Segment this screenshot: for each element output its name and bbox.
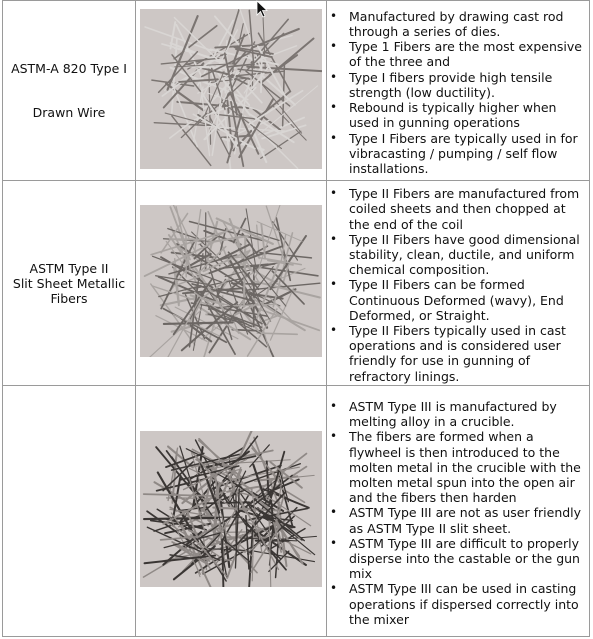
list-item: • Type II Fibers typically used in cast operations and is considered user friendly for use in gunning of refractory linings. xyxy=(349,323,585,384)
table-row xyxy=(3,386,590,637)
fiber-photo-cell xyxy=(136,386,327,637)
fiber-name-line: Fibers xyxy=(50,290,88,306)
description-list xyxy=(327,5,589,176)
fiber-photo-cell xyxy=(136,181,327,386)
list-item: • ASTM Type III are difficult to properly disperse into the castable or the gun mix xyxy=(349,536,585,582)
description-list xyxy=(327,395,589,627)
mouse-cursor-icon xyxy=(256,0,268,22)
fiber-name-cell xyxy=(3,181,136,386)
list-item: • The fibers are formed when a flywheel is then introduced to the molten metal in the crucible with the molten metal spun into the open air and the fibers then harden xyxy=(349,429,585,505)
melt-extract-fibers-photo xyxy=(140,431,322,587)
list-item: • Type II Fibers can be formed Continuous Deformed (wavy), End Deformed, or Straight. xyxy=(349,277,585,323)
list-item: • ASTM Type III are not as user friendly as ASTM Type II slit sheet. xyxy=(349,505,585,535)
list-item: • ASTM Type III can be used in casting operations if dispersed correctly into the mixer xyxy=(349,581,585,627)
list-item: • Type II Fibers are manufactured from coiled sheets and then chopped at the end of the coil xyxy=(349,186,585,232)
fiber-name-line: ASTM-A 820 Type I xyxy=(11,61,127,76)
fiber-description-cell xyxy=(327,1,590,181)
drawn-wire-fibers-photo xyxy=(140,9,322,169)
table-row xyxy=(3,181,590,386)
fiber-name-cell xyxy=(3,386,136,637)
table-row xyxy=(3,1,590,181)
list-item: • Type I fibers provide high tensile strength (low ductility). xyxy=(349,70,585,100)
fiber-photo-cell xyxy=(136,1,327,181)
fiber-name-cell xyxy=(3,1,136,181)
fiber-description-cell xyxy=(327,386,590,637)
list-item: • Type II Fibers have good dimensional stability, clean, ductile, and uniform chemical composition. xyxy=(349,232,585,278)
list-item: • Type I Fibers are typically used in for vibracasting / pumping / self flow installations. xyxy=(349,131,585,177)
fiber-types-table xyxy=(2,0,590,637)
list-item: • ASTM Type III is manufactured by melting alloy in a crucible. xyxy=(349,399,585,429)
slit-sheet-fibers-photo xyxy=(140,205,322,357)
fiber-name-line: Drawn Wire xyxy=(32,105,106,120)
fiber-description-cell xyxy=(327,181,590,386)
list-item: • Rebound is typically higher when used in gunning operations xyxy=(349,100,585,130)
fiber-name-line: ASTM Type II xyxy=(29,260,109,276)
list-item: • Manufactured by drawing cast rod through a series of dies. xyxy=(349,9,585,39)
description-list xyxy=(327,182,589,384)
fiber-name-line: Slit Sheet Metallic xyxy=(12,275,126,291)
list-item: • Type 1 Fibers are the most expensive of the three and xyxy=(349,39,585,69)
